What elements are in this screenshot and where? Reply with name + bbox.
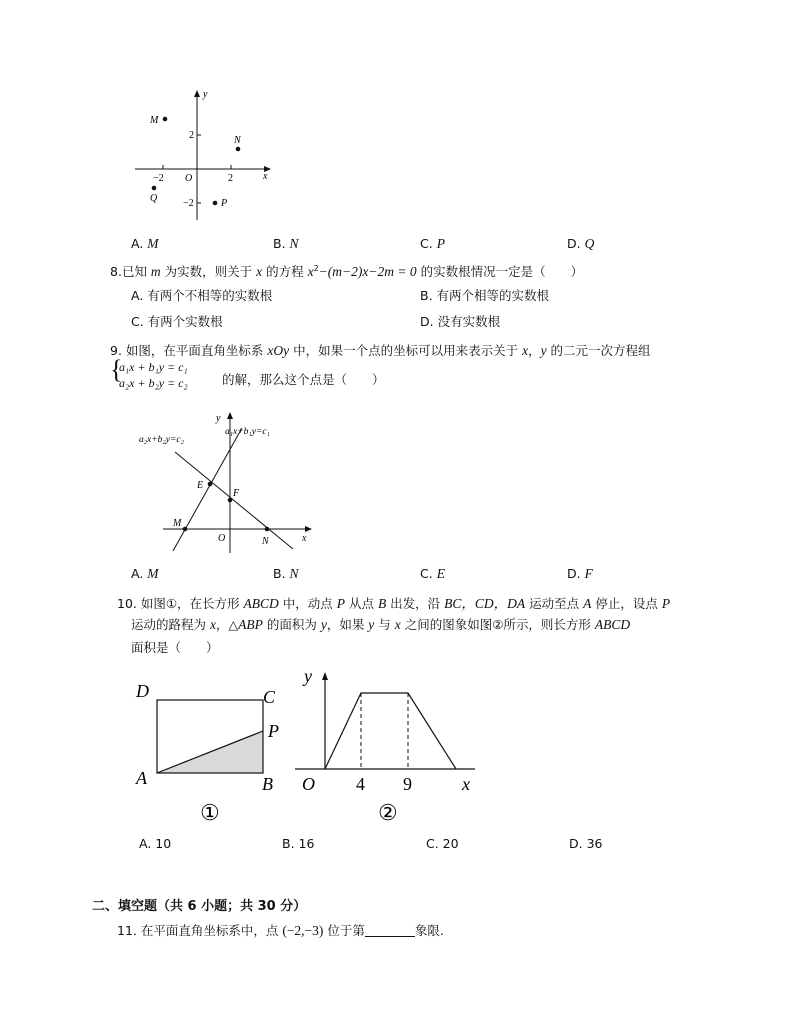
q10-option-c[interactable]: C. 20	[426, 836, 459, 851]
q7-option-d[interactable]: D. Q	[567, 236, 595, 251]
tick-y-pos: 2	[189, 130, 194, 141]
point-n	[265, 527, 270, 532]
point-q-label: Q	[150, 193, 158, 204]
origin-label: O	[302, 774, 315, 794]
y-axis-arrow	[227, 412, 233, 419]
x-label: x	[263, 171, 268, 182]
q10-figure-2-graph	[290, 660, 490, 828]
q9-option-a[interactable]: A. M	[131, 566, 159, 581]
q10-option-b[interactable]: B. 16	[282, 836, 315, 851]
point-n	[236, 147, 241, 152]
q8-option-d[interactable]: D. 没有实数根	[420, 314, 501, 329]
point-q	[152, 186, 157, 191]
vertex-c: C	[263, 687, 276, 707]
origin-label: O	[185, 173, 193, 184]
point-n-label: N	[234, 135, 241, 146]
point-m-label: M	[150, 115, 159, 126]
point-e-label: E	[197, 480, 204, 491]
q11-stem: 11. 在平面直角坐标系中，点 (−2,−3) 位于第 象限.	[117, 923, 444, 938]
caption-1: ①	[200, 800, 220, 825]
q7-option-a[interactable]: A. M	[131, 236, 159, 251]
point-p	[213, 201, 218, 206]
y-axis-arrow	[322, 672, 328, 680]
point-n-label: N	[262, 536, 269, 547]
point-m-label: M	[173, 518, 182, 529]
answer-blank[interactable]	[365, 924, 415, 937]
line-2-label: a₂x+b₂y=c₂	[139, 435, 184, 445]
tick-y-neg: −2	[183, 198, 194, 209]
vertex-a: A	[136, 768, 147, 788]
vertex-b: B	[262, 774, 273, 794]
q10-stem-line2: 运动的路程为 x，△ABP 的面积为 y，如果 y 与 x 之间的图象如图②所示，则长方形 ABCD	[131, 617, 631, 632]
q8-option-c[interactable]: C. 有两个实数根	[131, 314, 223, 329]
vertex-p: P	[268, 721, 279, 741]
q8-option-a[interactable]: A. 有两个不相等的实数根	[131, 288, 273, 303]
origin-label: O	[218, 533, 226, 544]
area-function-graph	[325, 693, 456, 769]
point-m	[163, 117, 168, 122]
tick-9: 9	[403, 774, 412, 794]
tick-x-neg: −2	[153, 173, 164, 184]
point-m	[183, 527, 188, 532]
y-axis-arrow	[194, 90, 200, 97]
point-e	[208, 482, 213, 487]
q8-stem: 8.已知 m 为实数，则关于 x 的方程 $x^2-(m-2)x-2m = 0$ 的实数根情况一定是（ ）	[110, 263, 584, 279]
q9-option-b[interactable]: B. N	[273, 566, 299, 581]
q9-line-graph	[130, 408, 330, 556]
x-axis-arrow	[305, 526, 312, 532]
q9-option-d[interactable]: D. F	[567, 566, 593, 581]
q7-coordinate-graph	[130, 85, 280, 225]
line-1	[173, 428, 242, 551]
q10-stem-line1: 10. 如图①，在长方形 ABCD 中，动点 P 从点 B 出发，沿 BC，CD，DA 运动至点 A 停止，设点 P	[117, 596, 671, 611]
q7-option-b[interactable]: B. N	[273, 236, 299, 251]
tick-4: 4	[356, 774, 365, 794]
vertex-d: D	[136, 681, 149, 701]
x-label: x	[462, 774, 470, 794]
brace: {	[110, 355, 123, 384]
q10-stem-line3: 面积是（ ）	[131, 640, 219, 655]
y-label: y	[304, 666, 312, 686]
x-label: x	[302, 533, 307, 544]
q8-option-b[interactable]: B. 有两个相等的实数根	[420, 288, 550, 303]
q10-option-a[interactable]: A. 10	[139, 836, 172, 851]
q9-stem-line1: 9. 如图，在平面直角坐标系 xOy 中，如果一个点的坐标可以用来表示关于 x，y 的二元一次方程组	[110, 343, 651, 358]
tick-x-pos: 2	[228, 173, 233, 184]
point-f	[228, 498, 233, 503]
point-f-label: F	[233, 488, 240, 499]
q7-option-c[interactable]: C. P	[420, 236, 445, 251]
section-2-title: 二、填空题（共 6 小题；共 30 分）	[92, 899, 307, 914]
point-p-label: P	[221, 198, 228, 209]
line-2	[175, 452, 293, 549]
q9-equation-system: { a₁x + b₁y = c₁ a₂x + b₂y = c₂	[110, 355, 188, 390]
q10-option-d[interactable]: D. 36	[569, 836, 603, 851]
line-1-label: a₁x+b₁y=c₁	[225, 427, 270, 437]
y-label: y	[216, 413, 221, 424]
q10-figure-1-rectangle	[130, 676, 290, 826]
q9-option-c[interactable]: C. E	[420, 566, 445, 581]
y-label: y	[203, 89, 208, 100]
q9-stem-line2: 的解，那么这个点是（ ）	[222, 372, 385, 387]
caption-2: ②	[378, 800, 398, 825]
